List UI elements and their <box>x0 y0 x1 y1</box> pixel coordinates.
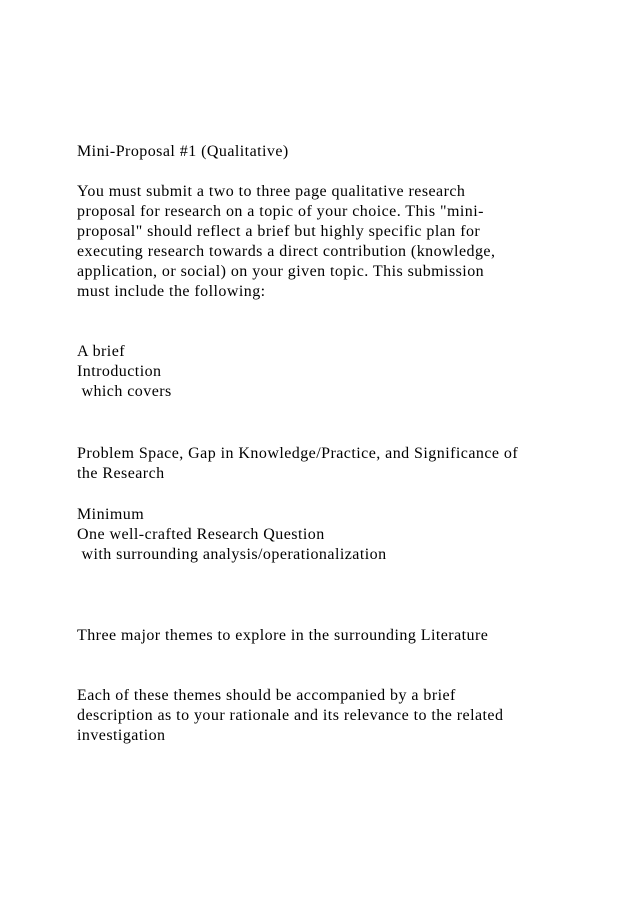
intro-line-5: application, or social) on your given topic. This submission <box>77 263 485 280</box>
item1-line-2: Introduction <box>77 363 162 380</box>
item3-line-2: One well-crafted Research Question <box>77 526 325 543</box>
intro-line-3: proposal" should reflect a brief but highly specific plan for <box>77 223 481 240</box>
item5-line-3: investigation <box>77 727 166 744</box>
item1-line-3: which covers <box>77 383 172 400</box>
item1-line-1: A brief <box>77 343 126 360</box>
intro-line-4: executing research towards a direct contribution (knowledge, <box>77 243 496 260</box>
intro-line-2: proposal for research on a topic of your choice. This "mini- <box>77 203 484 220</box>
item5-line-2: description as to your rationale and its relevance to the related <box>77 707 504 724</box>
intro-line-6: must include the following: <box>77 283 266 300</box>
intro-line-1: You must submit a two to three page qualitative research <box>77 183 466 200</box>
document-title: Mini-Proposal #1 (Qualitative) <box>77 143 289 160</box>
item3-line-3: with surrounding analysis/operationalization <box>77 546 387 563</box>
item4-line-1: Three major themes to explore in the surrounding Literature <box>77 627 489 644</box>
item2-line-2: the Research <box>77 465 165 482</box>
item3-line-1: Minimum <box>77 506 145 523</box>
item5-line-1: Each of these themes should be accompanied by a brief <box>77 687 456 704</box>
item2-line-1: Problem Space, Gap in Knowledge/Practice, and Significance of <box>77 445 519 462</box>
